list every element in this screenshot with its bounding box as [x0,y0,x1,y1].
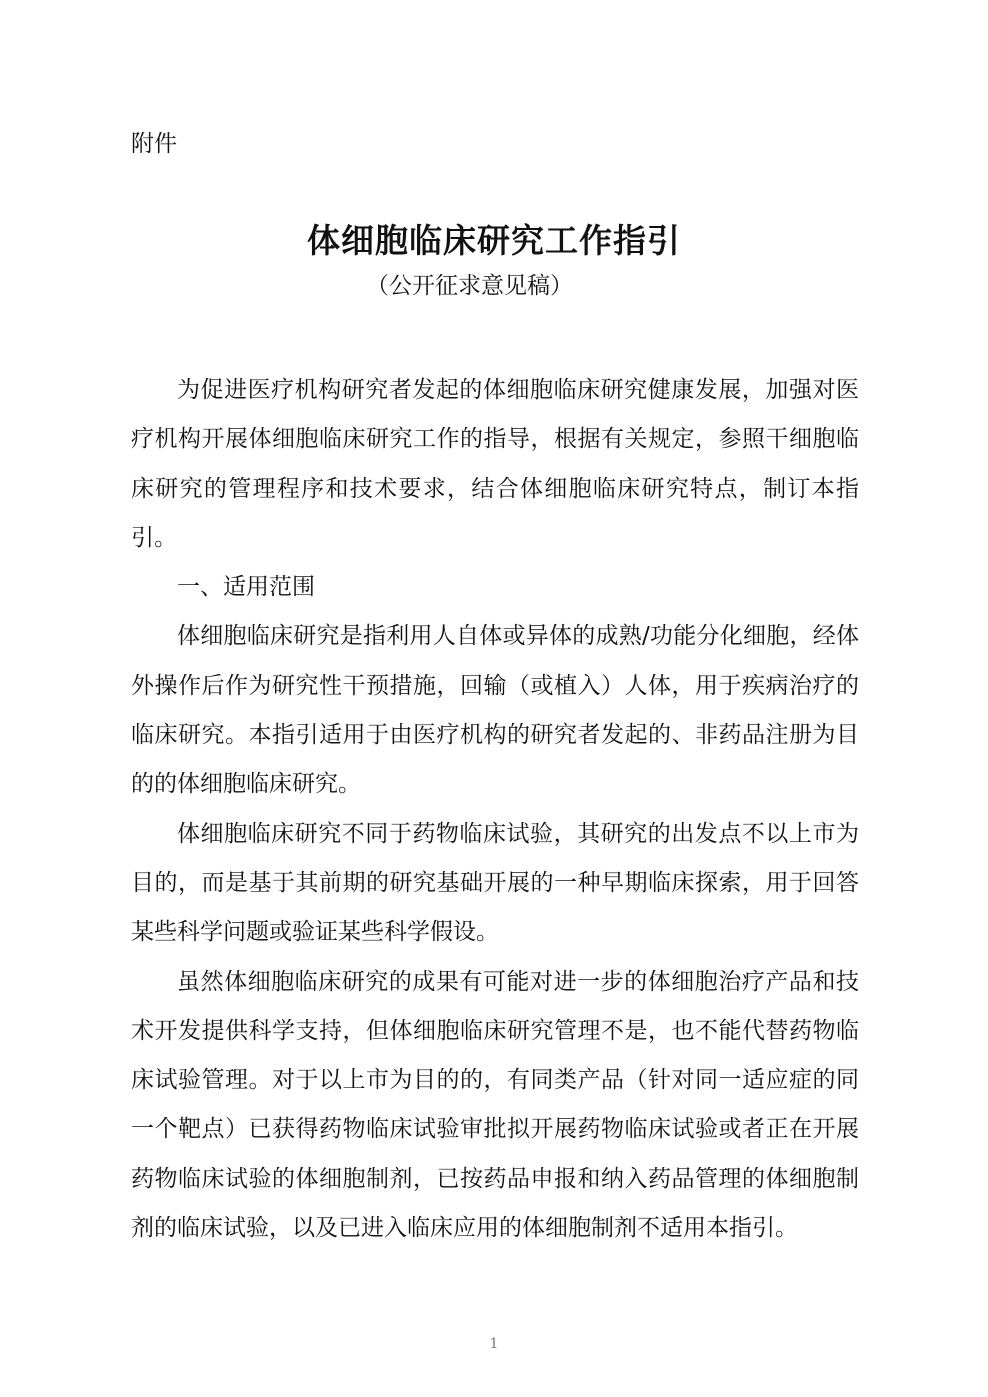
attachment-label: 附件 [131,131,177,157]
paragraph-intro: 为促进医疗机构研究者发起的体细胞临床研究健康发展，加强对医疗机构开展体细胞临床研究工作的指导，根据有关规定，参照干细胞临床研究的管理程序和技术要求，结合体细胞临床研究特点，制订本指引。 [131,377,859,551]
paragraph-definition: 体细胞临床研究是指利用人自体或异体的成熟/功能分化细胞，经体外操作后作为研究性干预措施，回输（或植入）人体，用于疾病治疗的临床研究。本指引适用于由医疗机构的研究者发起的、非药品注册为目的的体细胞临床研究。 [131,623,859,798]
document-subtitle: （公开征求意见稿） [366,273,573,299]
paragraph-applicability: 虽然体细胞临床研究的成果有可能对进一步的体细胞治疗产品和技术开发提供科学支持，但体细胞临床研究管理不是，也不能代替药物临床试验管理。对于以上市为目的的，有同类产品（针对同一适应症的同一个靶点）已获得药物临床试验审批拟开展药物临床试验或者正在开展药物临床试验的体细胞制剂，已按药品申报和纳入药品管理的体细胞制剂的临床试验，以及已进入临床应用的体细胞制剂不适用本指引。 [131,968,859,1242]
page-number: 1 [489,1336,499,1352]
document-title: 体细胞临床研究工作指引 [307,221,681,260]
section-heading-scope: 一、适用范围 [177,574,315,601]
document-body [131,366,859,1253]
paragraph-difference: 体细胞临床研究不同于药物临床试验，其研究的出发点不以上市为目的，而是基于其前期的研究基础开展的一种早期临床探索，用于回答某些科学问题或验证某些科学假设。 [131,820,859,946]
